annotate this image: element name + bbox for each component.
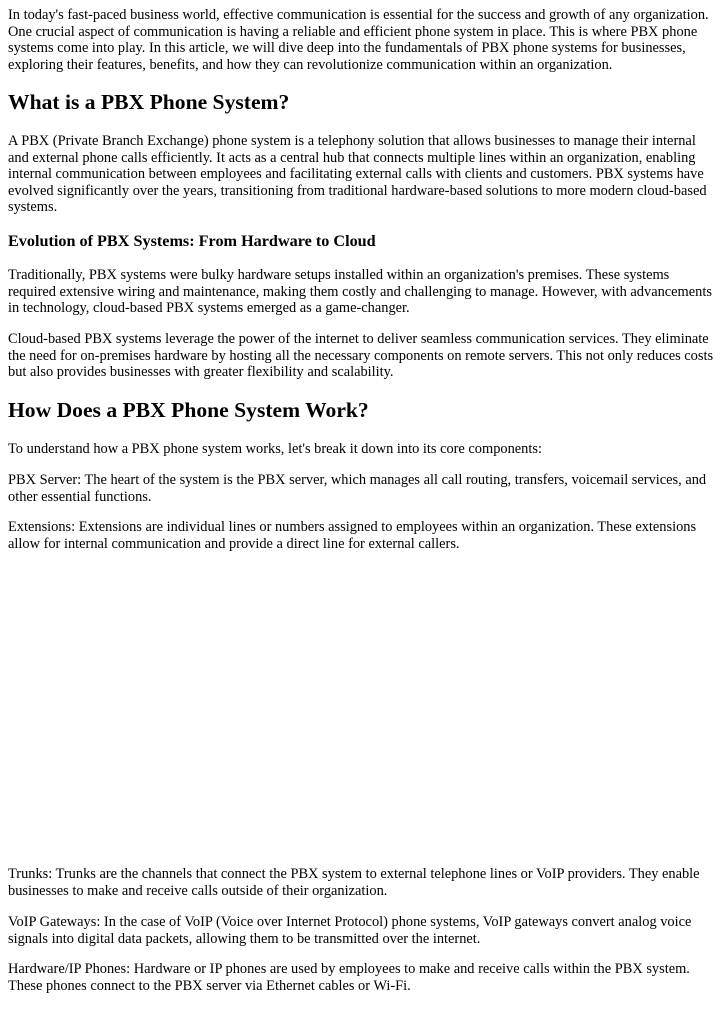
component-hardware-ip-phones: Hardware/IP Phones: Hardware or IP phones are used by employees to make and receive calls within the PBX system. These phones connect to the PBX server via Ethernet cables or Wi-Fi. — [8, 961, 690, 994]
pbx-definition-paragraph: A PBX (Private Branch Exchange) phone system is a telephony solution that allows businesses to manage their internal and external phone calls efficiently. It acts as a central hub that connects multiple lines within an organization, enabling internal communication between employees and facilitating external calls with clients and customers. PBX systems have evolved significantly over the years, transitioning from traditional hardware-based solutions to more modern cloud-based systems. — [8, 133, 707, 216]
evolution-paragraph-cloud: Cloud-based PBX systems leverage the power of the internet to deliver seamless communication services. They eliminate the need for on-premises hardware by hosting all the necessary components on remote servers. This not only reduces costs but also provides businesses with greater flexibility and scalability. — [8, 331, 714, 381]
component-voip-gateways: VoIP Gateways: In the case of VoIP (Voice over Internet Protocol) phone systems, VoIP gateways convert analog voice signals into digital data packets, allowing them to be transmitted over the internet. — [8, 914, 692, 947]
component-trunks: Trunks: Trunks are the channels that connect the PBX system to external telephone lines or VoIP providers. They enable businesses to make and receive calls outside of their organization. — [8, 866, 700, 899]
intro-paragraph: In today's fast-paced business world, effective communication is essential for the success and growth of any organization. One crucial aspect of communication is having a reliable and efficient phone system in place. This is where PBX phone systems come into play. In this article, we will dive deep into the fundamentals of PBX phone systems for businesses, exploring their features, benefits, and how they can revolutionize communication within an organization. — [8, 7, 709, 73]
component-pbx-server: PBX Server: The heart of the system is the PBX server, which manages all call routing, transfers, voicemail services, and other essential functions. — [8, 472, 707, 505]
section-heading-how-it-works: How Does a PBX Phone System Work? — [8, 398, 369, 422]
section-heading-what-is-pbx: What is a PBX Phone System? — [8, 90, 290, 114]
subsection-heading-evolution: Evolution of PBX Systems: From Hardware to Cloud — [8, 232, 376, 250]
evolution-paragraph-hardware: Traditionally, PBX systems were bulky hardware setups installed within an organization's premises. These systems required extensive wiring and maintenance, making them costly and challenging to manage. However, with advancements in technology, cloud-based PBX systems emerged as a game-changer. — [8, 267, 712, 317]
component-extensions: Extensions: Extensions are individual lines or numbers assigned to employees within an organization. These extensions allow for internal communication and provide a direct line for external callers. — [8, 519, 697, 552]
how-it-works-intro: To understand how a PBX phone system works, let's break it down into its core components: — [8, 441, 542, 457]
